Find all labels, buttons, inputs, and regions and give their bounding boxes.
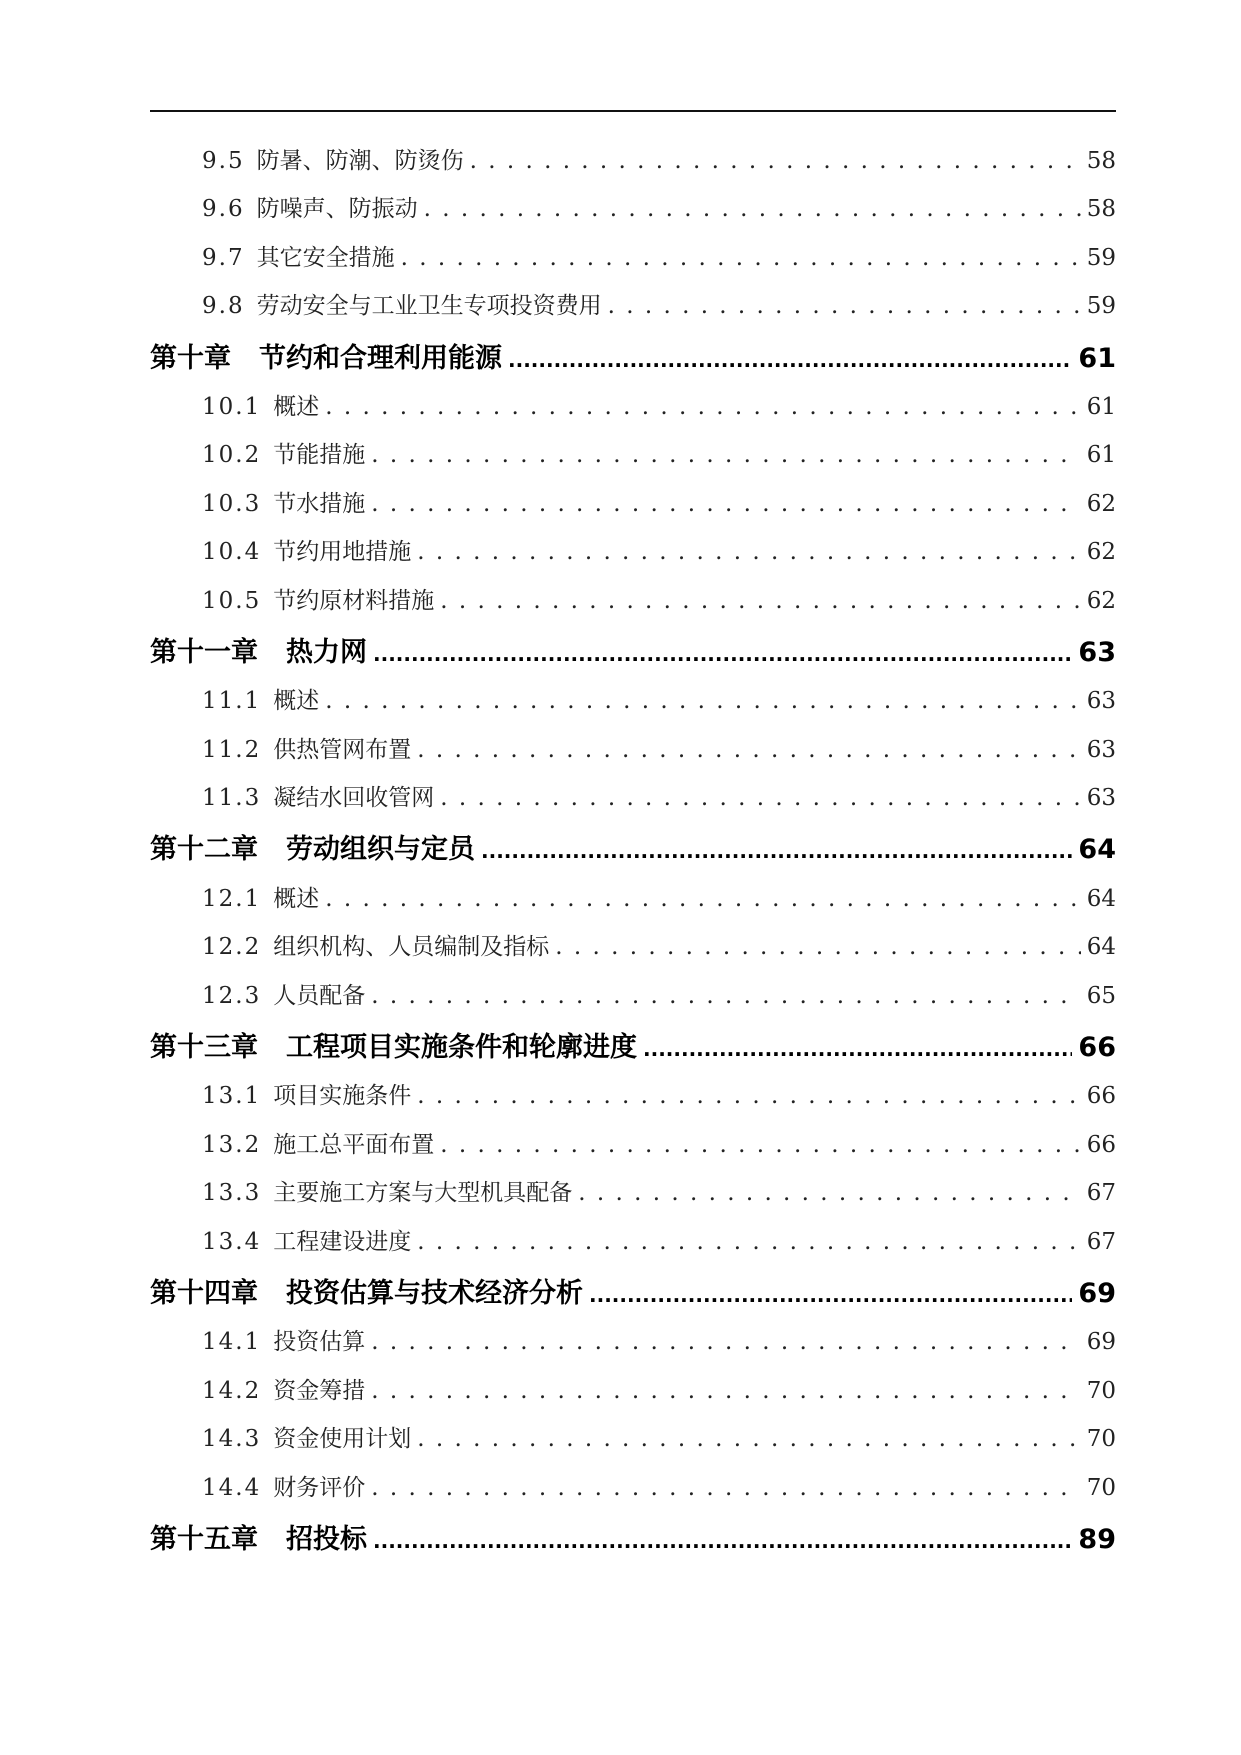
toc-entry-page-number: 61: [1086, 442, 1116, 469]
toc-section-entry[interactable]: [150, 1223, 1116, 1271]
toc-entry-number: 11.3: [202, 785, 262, 812]
toc-section-entry[interactable]: [150, 388, 1116, 436]
toc-dot-leader: [470, 148, 1081, 174]
toc-entry-title: 人员配备: [273, 982, 366, 1009]
toc-entry-number: 13.3: [202, 1180, 262, 1207]
toc-dot-leader: [440, 785, 1081, 811]
toc-section-entry[interactable]: [150, 436, 1116, 484]
toc-dot-leader: [325, 688, 1081, 714]
toc-entry-number: 14.2: [202, 1377, 262, 1404]
toc-entry-number: 10.2: [202, 442, 262, 469]
toc-dot-leader: [401, 245, 1081, 271]
toc-entry-title: 投资估算与技术经济分析: [286, 1277, 583, 1309]
toc-entry-page-number: 69: [1086, 1329, 1116, 1356]
toc-dot-leader: [440, 1132, 1081, 1158]
toc-section-entry[interactable]: [150, 287, 1116, 335]
toc-dot-leader: [508, 343, 1072, 374]
toc-entry-title: 供热管网布置: [273, 736, 412, 763]
toc-dot-leader: [643, 1032, 1072, 1063]
toc-dot-leader: [555, 934, 1081, 960]
toc-section-entry[interactable]: [150, 977, 1116, 1025]
toc-entry-page-number: 63: [1078, 636, 1116, 668]
toc-entry-page-number: 67: [1086, 1180, 1116, 1207]
toc-entry-number: 第十一章: [150, 636, 258, 668]
toc-dot-leader: [578, 1180, 1081, 1206]
toc-dot-leader: [440, 588, 1081, 614]
toc-entry-title: 施工总平面布置: [273, 1131, 435, 1158]
toc-entry-page-number: 63: [1086, 785, 1116, 812]
toc-entry-page-number: 66: [1078, 1032, 1116, 1064]
toc-entry-title: 工程建设进度: [273, 1228, 412, 1255]
toc-entry-number: 10.3: [202, 490, 262, 517]
toc-entry-number: 12.2: [202, 934, 262, 961]
toc-entry-page-number: 65: [1086, 982, 1116, 1009]
toc-entry-title: 劳动组织与定员: [286, 834, 475, 866]
toc-entry-title: 防噪声、防振动: [256, 196, 418, 223]
toc-entry-page-number: 66: [1086, 1083, 1116, 1110]
toc-section-entry[interactable]: [150, 1323, 1116, 1371]
toc-entry-number: 10.4: [202, 539, 262, 566]
toc-entry-page-number: 58: [1086, 148, 1116, 174]
toc-entry-title: 组织机构、人员编制及指标: [273, 934, 550, 961]
toc-entry-page-number: 89: [1078, 1523, 1116, 1555]
toc-dot-leader: [371, 1378, 1081, 1404]
toc-entry-number: 13.2: [202, 1131, 262, 1158]
table-of-contents: [150, 142, 1116, 1569]
toc-entry-page-number: 64: [1078, 834, 1116, 866]
toc-entry-page-number: 66: [1086, 1131, 1116, 1158]
toc-entry-page-number: 70: [1086, 1474, 1116, 1501]
toc-entry-number: 13.1: [202, 1083, 262, 1110]
toc-entry-number: 11.2: [202, 736, 262, 763]
toc-chapter-entry[interactable]: [150, 630, 1116, 682]
toc-entry-number: 13.4: [202, 1228, 262, 1255]
toc-dot-leader: [371, 1475, 1081, 1501]
toc-section-entry[interactable]: [150, 779, 1116, 827]
toc-entry-title: 工程项目实施条件和轮廓进度: [286, 1032, 637, 1064]
toc-chapter-entry[interactable]: [150, 1517, 1116, 1569]
toc-section-entry[interactable]: [150, 190, 1116, 238]
toc-entry-page-number: 70: [1086, 1426, 1116, 1453]
toc-entry-number: 9.7: [202, 244, 245, 271]
toc-dot-leader: [417, 1229, 1081, 1255]
toc-entry-title: 热力网: [286, 636, 367, 668]
toc-entry-number: 第十五章: [150, 1523, 258, 1555]
toc-entry-number: 第十四章: [150, 1277, 258, 1309]
toc-entry-page-number: 62: [1086, 587, 1116, 614]
toc-dot-leader: [325, 394, 1081, 420]
toc-section-entry[interactable]: [150, 239, 1116, 287]
toc-section-entry[interactable]: [150, 485, 1116, 533]
toc-section-entry[interactable]: [150, 582, 1116, 630]
toc-chapter-entry[interactable]: [150, 1271, 1116, 1323]
toc-chapter-entry[interactable]: [150, 336, 1116, 388]
toc-entry-number: 14.4: [202, 1474, 262, 1501]
toc-dot-leader: [373, 637, 1072, 668]
toc-entry-title: 劳动安全与工业卫生专项投资费用: [256, 293, 602, 320]
toc-dot-leader: [325, 886, 1081, 912]
toc-chapter-entry[interactable]: [150, 1025, 1116, 1077]
toc-entry-page-number: 64: [1086, 885, 1116, 912]
toc-dot-leader: [371, 491, 1081, 517]
toc-dot-leader: [589, 1278, 1072, 1309]
toc-entry-number: 14.3: [202, 1426, 262, 1453]
toc-entry-number: 第十章: [150, 342, 231, 374]
toc-entry-title: 节约用地措施: [273, 539, 412, 566]
toc-section-entry[interactable]: [150, 1174, 1116, 1222]
toc-entry-title: 概述: [273, 393, 320, 420]
toc-entry-page-number: 70: [1086, 1377, 1116, 1404]
toc-entry-number: 9.8: [202, 293, 245, 320]
toc-section-entry[interactable]: [150, 880, 1116, 928]
toc-entry-title: 其它安全措施: [256, 244, 395, 271]
toc-entry-page-number: 67: [1086, 1228, 1116, 1255]
toc-section-entry[interactable]: [150, 1469, 1116, 1517]
toc-entry-title: 招投标: [286, 1523, 367, 1555]
toc-entry-title: 节约和合理利用能源: [259, 342, 502, 374]
toc-entry-number: 第十三章: [150, 1032, 258, 1064]
toc-entry-number: 第十二章: [150, 834, 258, 866]
toc-section-entry[interactable]: [150, 1126, 1116, 1174]
toc-dot-leader: [481, 834, 1072, 865]
toc-entry-title: 节能措施: [273, 442, 366, 469]
toc-section-entry[interactable]: [150, 533, 1116, 581]
toc-chapter-entry[interactable]: [150, 827, 1116, 879]
toc-section-entry[interactable]: [150, 682, 1116, 730]
toc-section-entry[interactable]: [150, 1420, 1116, 1468]
toc-entry-number: 11.1: [202, 688, 262, 715]
header-rule: [150, 110, 1116, 112]
toc-entry-page-number: 62: [1086, 490, 1116, 517]
toc-entry-page-number: 63: [1086, 688, 1116, 715]
toc-entry-title: 财务评价: [273, 1474, 366, 1501]
toc-entry-title: 凝结水回收管网: [273, 785, 435, 812]
toc-dot-leader: [417, 737, 1081, 763]
toc-entry-number: 9.5: [202, 148, 245, 174]
toc-entry-page-number: 59: [1086, 244, 1116, 271]
toc-entry-number: 10.5: [202, 587, 262, 614]
toc-entry-number: 12.1: [202, 885, 262, 912]
toc-dot-leader: [373, 1524, 1072, 1555]
toc-entry-title: 节水措施: [273, 490, 366, 517]
toc-dot-leader: [371, 442, 1081, 468]
toc-entry-title: 资金筹措: [273, 1377, 366, 1404]
toc-entry-title: 概述: [273, 688, 320, 715]
toc-dot-leader: [417, 1083, 1081, 1109]
toc-entry-number: 9.6: [202, 196, 245, 223]
toc-entry-number: 10.1: [202, 393, 262, 420]
toc-entry-title: 概述: [273, 885, 320, 912]
toc-entry-page-number: 64: [1086, 934, 1116, 961]
toc-entry-page-number: 58: [1086, 196, 1116, 223]
toc-entry-title: 投资估算: [273, 1329, 366, 1356]
toc-entry-page-number: 63: [1086, 736, 1116, 763]
toc-entry-page-number: 61: [1086, 393, 1116, 420]
toc-entry-title: 防暑、防潮、防烫伤: [256, 148, 464, 174]
toc-section-entry[interactable]: [150, 142, 1116, 190]
toc-entry-title: 节约原材料措施: [273, 587, 435, 614]
toc-section-entry[interactable]: [150, 1077, 1116, 1125]
toc-entry-page-number: 69: [1078, 1277, 1116, 1309]
toc-section-entry[interactable]: [150, 1372, 1116, 1420]
toc-dot-leader: [424, 196, 1081, 222]
toc-dot-leader: [608, 293, 1081, 319]
toc-entry-title: 项目实施条件: [273, 1083, 412, 1110]
toc-entry-page-number: 62: [1086, 539, 1116, 566]
toc-entry-title: 资金使用计划: [273, 1426, 412, 1453]
toc-entry-number: 12.3: [202, 982, 262, 1009]
toc-section-entry[interactable]: [150, 928, 1116, 976]
toc-entry-title: 主要施工方案与大型机具配备: [273, 1180, 573, 1207]
toc-entry-page-number: 59: [1086, 293, 1116, 320]
toc-section-entry[interactable]: [150, 731, 1116, 779]
toc-dot-leader: [417, 539, 1081, 565]
toc-entry-page-number: 61: [1078, 342, 1116, 374]
toc-dot-leader: [371, 1329, 1081, 1355]
toc-dot-leader: [371, 983, 1081, 1009]
toc-dot-leader: [417, 1426, 1081, 1452]
toc-entry-number: 14.1: [202, 1329, 262, 1356]
